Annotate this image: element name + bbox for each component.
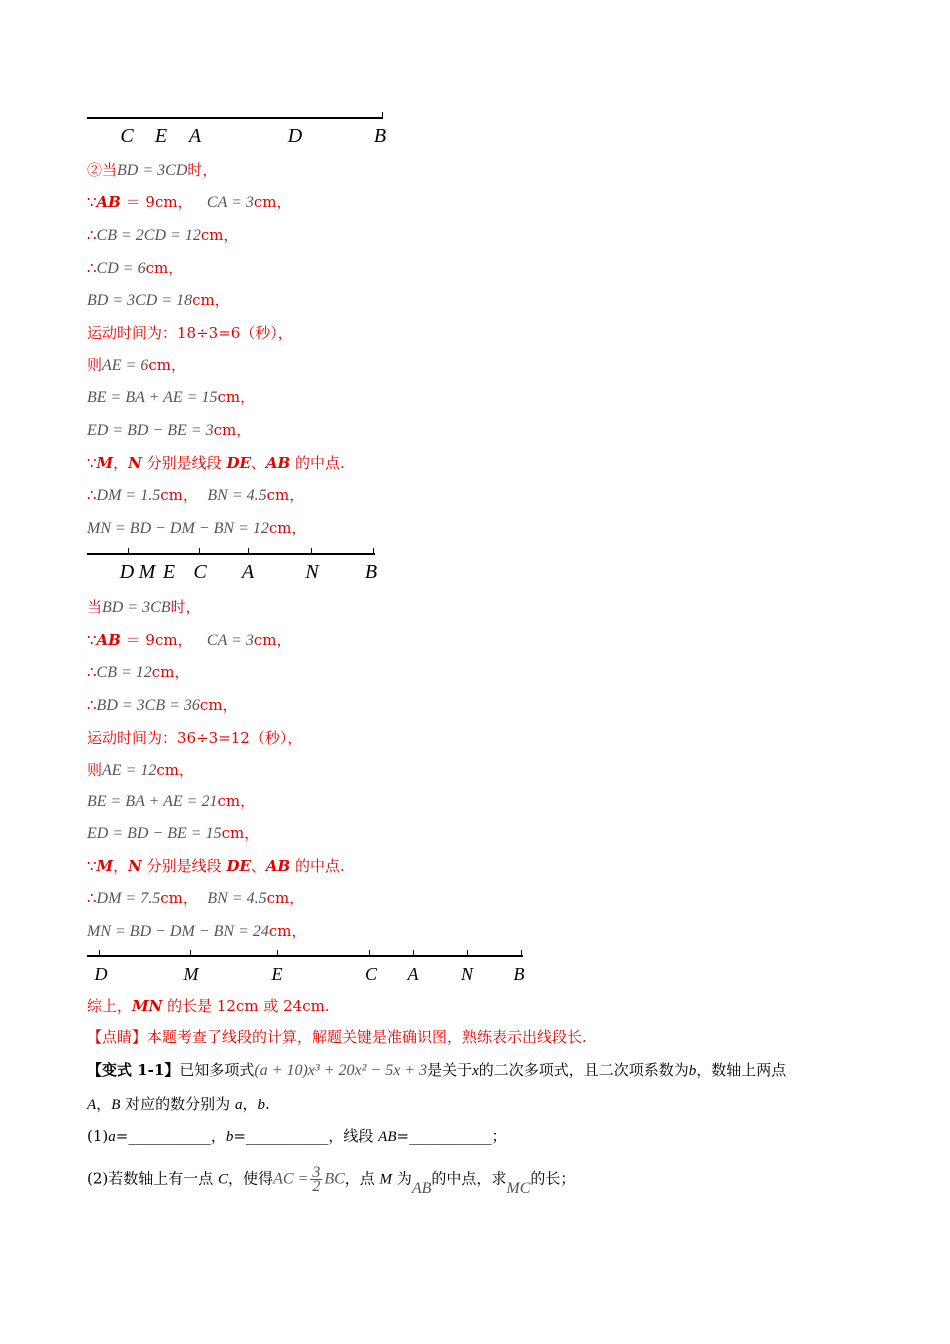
case2-line-8: BE = BA + AE = 15cm，	[87, 388, 256, 406]
point-label-e: E	[154, 125, 168, 147]
question-2: (2)若数轴上有一点 C，使得AC = $\frac{3}{2}$ BC，点 M 为AB的中点，求MC的长；	[87, 1164, 576, 1197]
point-label-d: D	[287, 125, 303, 147]
question-1: (1)a=___________，b=___________，线段 AB=___________；	[87, 1127, 507, 1145]
tick	[199, 548, 200, 553]
case3-line-4: ∴BD = 3CB = 36cm，	[87, 696, 238, 714]
case2-line-12: MN = BD − DM − BN = 12cm，	[87, 519, 307, 537]
tick-right-end	[521, 950, 522, 955]
tick	[311, 548, 312, 553]
point-label-b: B	[364, 561, 378, 583]
case2-line-11: ∴DM = 1.5cm， BN = 4.5cm，	[87, 486, 305, 504]
variant-line-1: 【变式 1-1】已知多项式(a + 10)x³ + 20x² − 5x + 3是关于x的二次多项式，且二次项系数为b，数轴上两点	[87, 1061, 787, 1079]
point-label-c: C	[193, 561, 207, 583]
point-label-m: M	[183, 964, 199, 984]
case2-line-9: ED = BD − BE = 3cm，	[87, 421, 252, 439]
tick	[277, 950, 278, 955]
case2-line-10: ∵M，N 分别是线段 DE、AB 的中点.	[87, 454, 345, 472]
point-label-m: M	[138, 561, 156, 583]
point-label-n: N	[305, 561, 319, 583]
point-label-b: B	[373, 125, 387, 147]
case3-line-6: 则AE = 12cm，	[87, 761, 194, 779]
number-line-1	[87, 112, 387, 148]
point-label-a: A	[241, 561, 255, 583]
tick	[99, 950, 100, 955]
case3-line-11: MN = BD − DM − BN = 24cm，	[87, 922, 307, 940]
point-label-c: C	[120, 125, 134, 147]
point-label-d: D	[119, 561, 135, 583]
case2-line-7: 则AE = 6cm，	[87, 356, 186, 374]
number-line-axis	[87, 955, 523, 957]
tick	[413, 950, 414, 955]
case2-line-4: ∴CD = 6cm，	[87, 259, 184, 277]
case3-line-5: 运动时间为：36÷3=12（秒），	[87, 729, 303, 747]
case2-line-6: 运动时间为：18÷3=6（秒），	[87, 324, 293, 342]
case3-line-3: ∴CB = 12cm，	[87, 663, 190, 681]
point-label-a: A	[407, 964, 419, 984]
point-label-n: N	[460, 964, 474, 984]
case3-line-1: 当BD = 3CB时，	[87, 598, 201, 616]
point-label-a: A	[188, 125, 202, 147]
tick	[128, 548, 129, 553]
number-line-3	[87, 950, 527, 986]
fraction-three-halves: $\frac{3}{2}$	[312, 1164, 321, 1195]
case2-line-2: ∵AB ＝ 9cm， CA = 3cm，	[87, 193, 292, 211]
tick-right-end	[382, 112, 383, 117]
comment-line: 【点睛】本题考查了线段的计算，解题关键是准确识图，熟练表示出线段长.	[87, 1028, 587, 1046]
case3-line-9: ∵M，N 分别是线段 DE、AB 的中点.	[87, 857, 345, 875]
case2-line-1: ②当BD = 3CD时，	[87, 161, 218, 179]
point-label-c: C	[364, 964, 378, 984]
case3-line-7: BE = BA + AE = 21cm，	[87, 792, 256, 810]
case2-line-5: BD = 3CD = 18cm，	[87, 291, 230, 309]
tick-right-end	[373, 548, 374, 553]
case3-line-10: ∴DM = 7.5cm， BN = 4.5cm，	[87, 889, 305, 907]
number-line-axis	[87, 553, 375, 555]
case2-line-3: ∴CB = 2CD = 12cm，	[87, 226, 239, 244]
summary-line: 综上，MN 的长是 12cm 或 24cm.	[87, 997, 330, 1015]
tick	[190, 950, 191, 955]
case3-line-8: ED = BD − BE = 15cm，	[87, 824, 260, 842]
number-line-2	[87, 548, 387, 584]
tick	[467, 950, 468, 955]
tick	[248, 548, 249, 553]
point-label-e: E	[271, 964, 283, 984]
case3-line-2: ∵AB ＝ 9cm， CA = 3cm，	[87, 631, 292, 649]
point-label-e: E	[162, 561, 176, 583]
variant-line-2: A，B 对应的数分别为 a，b.	[87, 1095, 270, 1113]
point-label-b: B	[513, 964, 525, 984]
number-line-axis	[87, 117, 383, 119]
point-label-d: D	[94, 964, 108, 984]
tick	[369, 950, 370, 955]
